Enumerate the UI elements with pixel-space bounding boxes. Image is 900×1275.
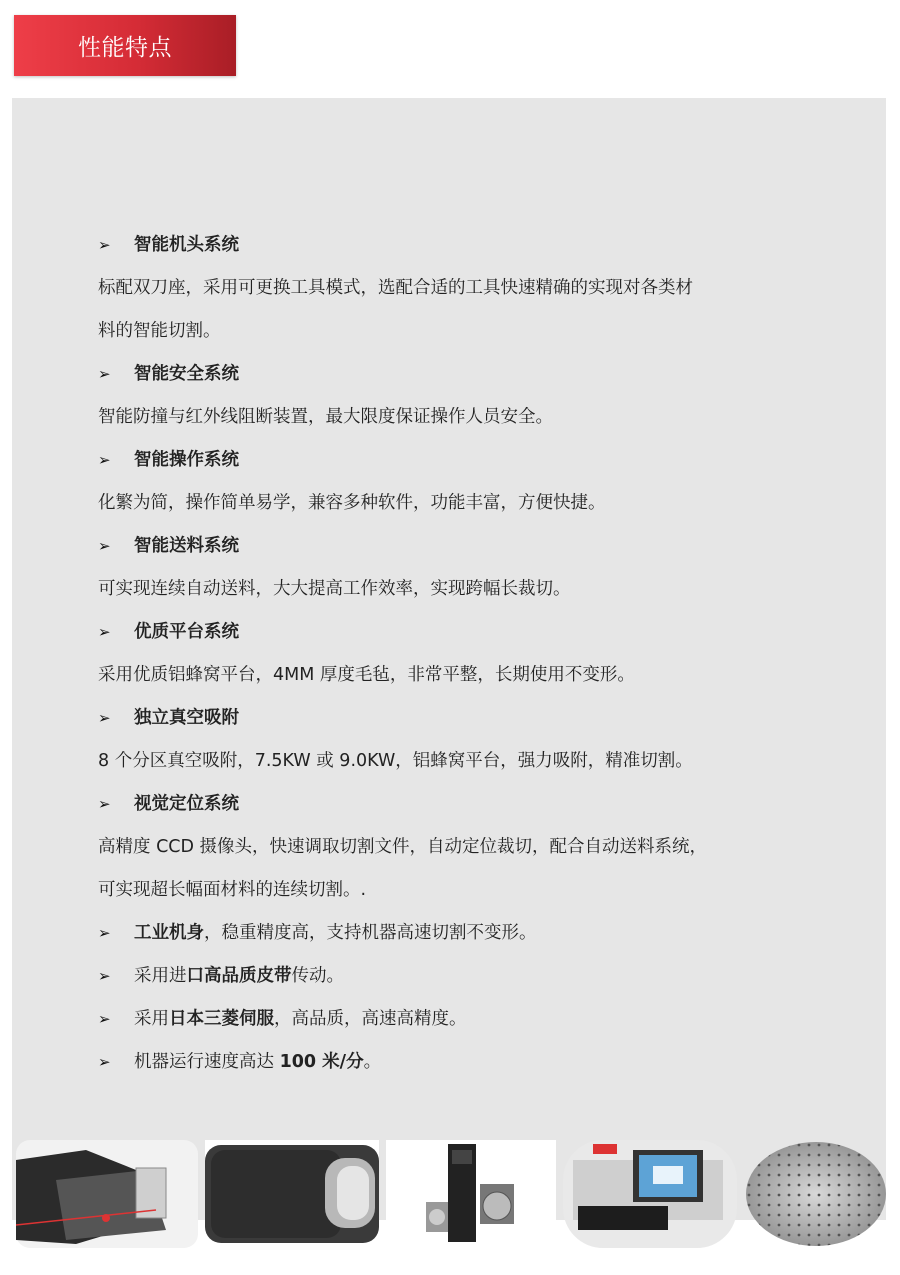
machine-monitor-image [563,1140,737,1248]
extra-point: ➢ 采用进口高品质皮带传动。 [98,955,818,998]
arrow-bullet-icon: ➢ [98,967,111,985]
section-title: 性能特点 [78,35,172,61]
feature-title: ➢ 优质平台系统 [98,611,818,654]
feature-desc: 8 个分区真空吸附，7.5KW 或 9.0KW，铝蜂窝平台，强力吸附，精准切割。 [98,751,693,771]
feature-title: ➢ 智能机头系统 [98,224,818,267]
product-image-strip [12,1140,888,1250]
belt-image [205,1140,379,1248]
arrow-bullet-icon: ➢ [98,451,111,469]
arrow-bullet-icon: ➢ [98,623,111,641]
feature-desc: 智能防撞与红外线阻断装置，最大限度保证操作人员安全。 [98,407,553,427]
feature-desc: 料的智能切割。 [98,321,221,341]
machine-head-image [16,1140,198,1248]
extra-point: ➢ 机器运行速度高达 100 米/分。 [98,1041,818,1084]
arrow-bullet-icon: ➢ [98,795,111,813]
feature-desc: 可实现超长幅面材料的连续切割。. [98,880,367,900]
arrow-bullet-icon: ➢ [98,1053,111,1071]
section-header [14,15,236,76]
feature-desc: 化繁为简，操作简单易学，兼容多种软件，功能丰富，方便快捷。 [98,493,606,513]
extra-point: ➢ 工业机身，稳重精度高，支持机器高速切割不变形。 [98,912,818,955]
feature-desc: 可实现连续自动送料，大大提高工作效率，实现跨幅长裁切。 [98,579,571,599]
arrow-bullet-icon: ➢ [98,709,111,727]
arrow-bullet-icon: ➢ [98,365,111,383]
feature-title: ➢ 独立真空吸附 [98,697,818,740]
extra-point: ➢ 采用日本三菱伺服，高品质，高速高精度。 [98,998,818,1041]
feature-title: ➢ 智能安全系统 [98,353,818,396]
feature-desc: 采用优质铝蜂窝平台，4MM 厚度毛毡，非常平整，长期使用不变形。 [98,665,635,685]
arrow-bullet-icon: ➢ [98,924,111,942]
feature-title: ➢ 智能送料系统 [98,525,818,568]
feature-title: ➢ 智能操作系统 [98,439,818,482]
feature-title: ➢ 视觉定位系统 [98,783,818,826]
arrow-bullet-icon: ➢ [98,537,111,555]
feature-desc: 标配双刀座，采用可更换工具模式，选配合适的工具快速精确的实现对各类材 [98,278,693,298]
servo-motor-image [386,1140,556,1248]
arrow-bullet-icon: ➢ [98,1010,111,1028]
feature-desc: 高精度 CCD 摄像头，快速调取切割文件，自动定位裁切，配合自动送料系统， [98,837,708,857]
honeycomb-platform-image [744,1140,888,1248]
arrow-bullet-icon: ➢ [98,236,111,254]
feature-list [98,224,818,1084]
